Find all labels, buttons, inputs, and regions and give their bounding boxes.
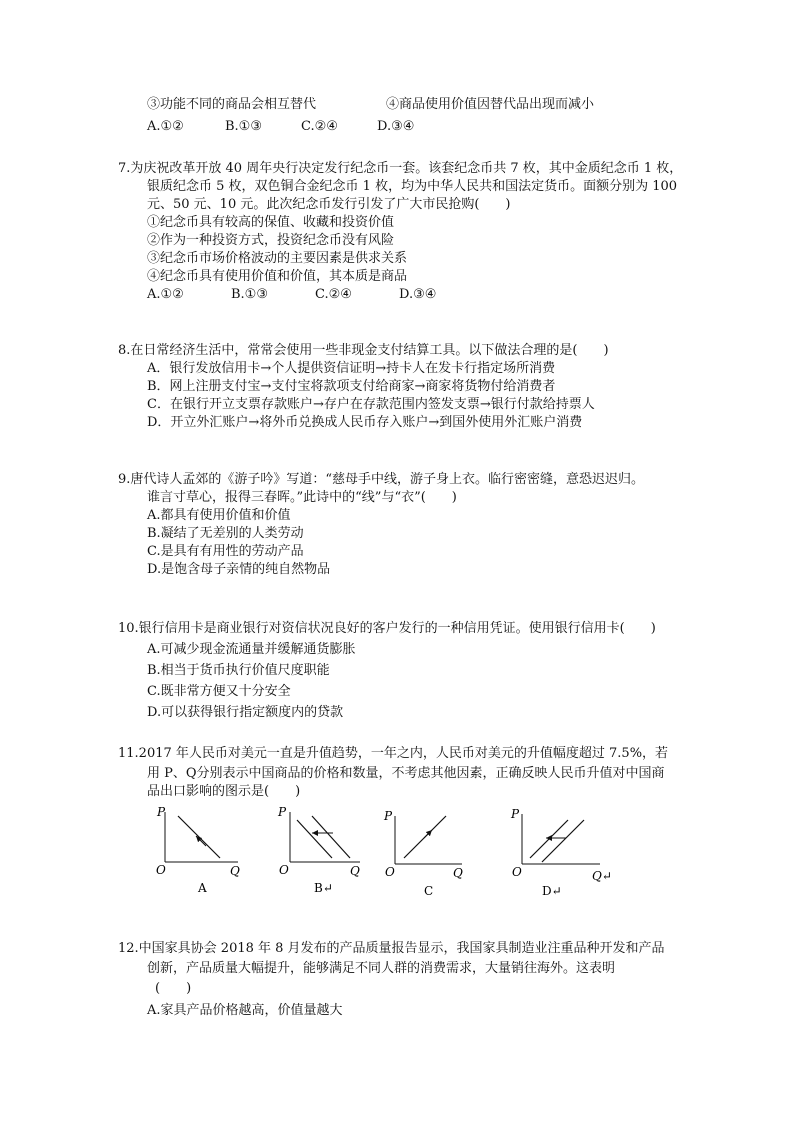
graph-label: D↵ bbox=[542, 884, 562, 898]
option-b: B.①③ bbox=[225, 119, 262, 134]
q6-options bbox=[147, 118, 414, 135]
q10-option-b: B.相当于货币执行价值尺度职能 bbox=[147, 663, 330, 678]
q11-graphs bbox=[0, 800, 794, 910]
option-b: B.①③ bbox=[231, 287, 268, 302]
q6-statement-4: ④商品使用价值因替代品出现而减小 bbox=[386, 97, 595, 112]
graph-a bbox=[156, 805, 240, 895]
graph-label: C bbox=[424, 884, 434, 898]
origin-label: O bbox=[279, 863, 289, 877]
x-axis-label: Q bbox=[453, 866, 463, 880]
q10-option-c: C.既非常方便又十分安全 bbox=[147, 684, 291, 699]
graph-label: B↵ bbox=[314, 881, 333, 895]
graph-label: A bbox=[198, 881, 207, 895]
x-axis-label: Q↵ bbox=[592, 869, 612, 883]
q6-statement-3: ③功能不同的商品会相互替代 bbox=[147, 97, 317, 112]
option-d: D.③④ bbox=[377, 119, 415, 134]
q11-stem-line3: 品出口影响的图示是( ) bbox=[147, 784, 301, 799]
q7-statement-3: ③纪念币市场价格波动的主要因素是供求关系 bbox=[147, 251, 408, 266]
q9-stem-line1: 9.唐代诗人孟郊的《游子吟》写道：“慈母手中线，游子身上衣。临行密密缝，意恐迟迟归。 bbox=[118, 472, 645, 487]
origin-label: O bbox=[512, 865, 522, 879]
q7-options bbox=[147, 286, 436, 303]
movement-arrow bbox=[424, 830, 432, 838]
option-a: A.①② bbox=[147, 287, 184, 302]
q10-option-a: A.可减少现金流通量并缓解通货膨胀 bbox=[147, 642, 356, 657]
q9-stem-line2: 谁言寸草心，报得三春晖。”此诗中的“线”与“衣”( ) bbox=[147, 490, 457, 505]
origin-label: O bbox=[385, 865, 395, 879]
q8-option-c: C．在银行开立支票存款账户→存户在存款范围内签发支票→银行付款给持票人 bbox=[147, 397, 595, 412]
q9-option-d: D.是饱含母子亲情的纯自然物品 bbox=[147, 562, 331, 577]
q8-option-b: B．网上注册支付宝→支付宝将款项支付给商家→商家将货物付给消费者 bbox=[147, 379, 556, 394]
q8-option-a: A．银行发放信用卡→个人提供资信证明→持卡人在发卡行指定场所消费 bbox=[147, 361, 556, 376]
q12-stem-line1: 12.中国家具协会 2018 年 8 月发布的产品质量报告显示，我国家具制造业注重品种开发和产品 bbox=[118, 941, 665, 956]
supply-line-1 bbox=[530, 820, 568, 858]
q9-option-b: B.凝结了无差别的人类劳动 bbox=[147, 526, 304, 541]
demand-line-2 bbox=[312, 816, 350, 858]
graph-b bbox=[277, 805, 360, 895]
q7-stem-line3: 元、50 元、10 元。此次纪念币发行引发了广大市民抢购( ) bbox=[147, 197, 511, 212]
q7-stem-line1: 7.为庆祝改革开放 40 周年央行决定发行纪念币一套。该套纪念币共 7 枚，其中金质纪念币 1 枚， bbox=[118, 161, 683, 176]
demand-line-1 bbox=[297, 820, 332, 858]
option-c: C.②④ bbox=[301, 119, 338, 134]
graph-d bbox=[510, 807, 612, 898]
q9-option-a: A.都具有使用价值和价值 bbox=[147, 508, 291, 523]
option-d: D.③④ bbox=[399, 287, 437, 302]
x-axis-label: Q bbox=[350, 864, 360, 878]
movement-arrow bbox=[196, 836, 206, 846]
y-axis-label: P bbox=[511, 807, 520, 821]
q11-stem-line1: 11.2017 年人民币对美元一直是升值趋势，一年之内，人民币对美元的升值幅度超过 7.5%，若 bbox=[118, 746, 669, 761]
q9-option-c: C.是具有有用性的劳动产品 bbox=[147, 544, 304, 559]
q10-option-d: D.可以获得银行指定额度内的贷款 bbox=[147, 705, 344, 720]
graph-c bbox=[383, 809, 463, 898]
q12-option-a: A.家具产品价格越高，价值量越大 bbox=[147, 1003, 343, 1018]
demand-line bbox=[178, 816, 220, 858]
option-a: A.①② bbox=[147, 119, 184, 134]
y-axis-label: P bbox=[157, 805, 166, 819]
q7-statement-2: ②作为一种投资方式，投资纪念币没有风险 bbox=[147, 233, 395, 248]
q12-stem-line2: 创新，产品质量大幅提升，能够满足不同人群的消费需求，大量销往海外。这表明 bbox=[147, 961, 616, 976]
q8-option-d: D．开立外汇账户→将外币兑换成人民币存入账户→到国外使用外汇账户消费 bbox=[147, 415, 583, 430]
y-axis-label: P bbox=[278, 805, 287, 819]
x-axis-label: Q bbox=[230, 864, 240, 878]
q7-stem-line2: 银质纪念币 5 枚，双色铜合金纪念币 1 枚，均为中华人民共和国法定货币。面额分别为 100 bbox=[147, 179, 678, 194]
q11-stem-line2: 用 P、Q分别表示中国商品的价格和数量，不考虑其他因素，正确反映人民币升值对中国商 bbox=[147, 766, 665, 781]
supply-line-2 bbox=[542, 820, 584, 862]
y-axis-label: P bbox=[384, 809, 393, 823]
option-c: C.②④ bbox=[315, 287, 352, 302]
q7-statement-4: ④纪念币具有使用价值和价值，其本质是商品 bbox=[147, 269, 408, 284]
origin-label: O bbox=[156, 863, 166, 877]
q8-stem: 8.在日常经济生活中，常常会使用一些非现金支付结算工具。以下做法合理的是( ) bbox=[118, 343, 609, 358]
q12-stem-line3: ( ) bbox=[155, 981, 192, 996]
q10-stem: 10.银行信用卡是商业银行对资信状况良好的客户发行的一种信用凭证。使用银行信用卡( ) bbox=[118, 621, 656, 636]
q7-statement-1: ①纪念币具有较高的保值、收藏和投资价值 bbox=[147, 215, 395, 230]
